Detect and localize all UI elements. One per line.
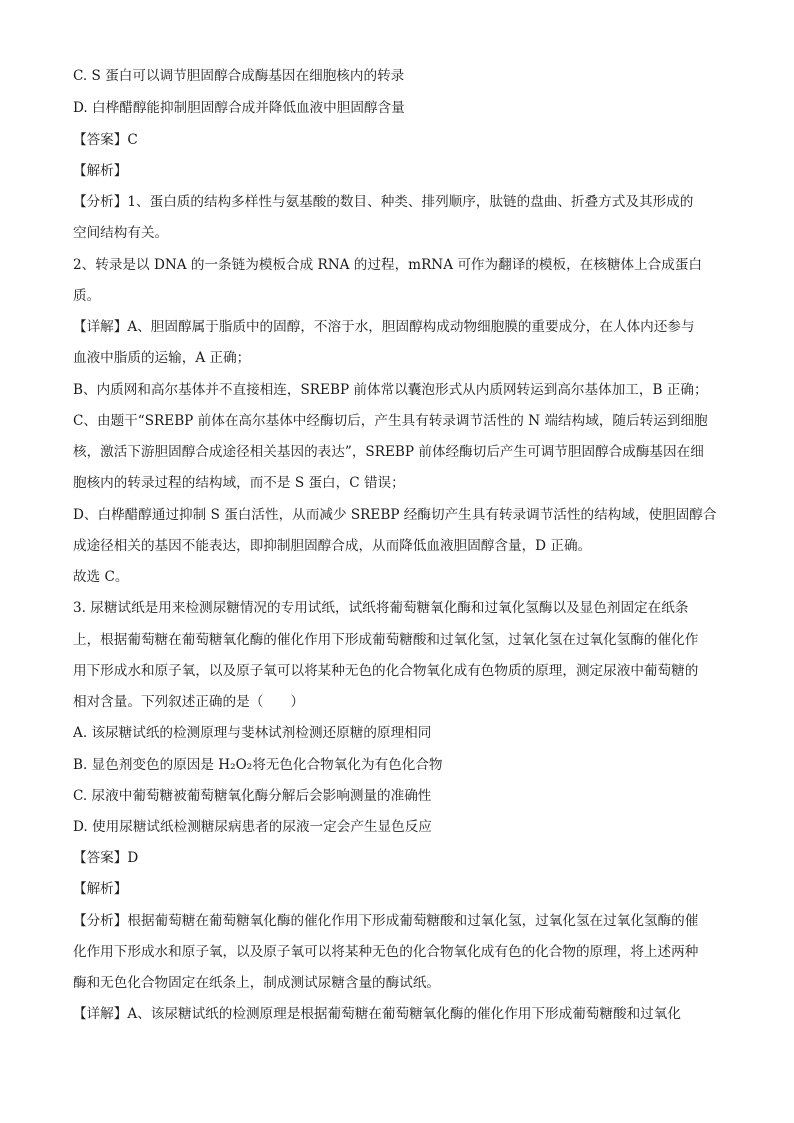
detail-paragraph-line: 血液中脂质的运输，A 正确； xyxy=(73,350,251,366)
option-d-text: D. 白桦醋醇能抑制胆固醇合成并降低血液中胆固醇含量 xyxy=(73,100,405,116)
analysis-heading: 【解析】 xyxy=(73,881,128,897)
detail-paragraph-line: 核，激活下游胆固醇合成途径相关基因的表达”，SREBP 前体经酶切后产生可调节胆固醇合成酶基因在细 xyxy=(73,444,704,460)
analysis-paragraph-line: 空间结构有关。 xyxy=(73,225,169,241)
analysis-heading: 【解析】 xyxy=(73,163,128,179)
analysis-paragraph-line: 2、转录是以 DNA 的一条链为模板合成 RNA 的过程，mRNA 可作为翻译的模板，在核糖体上合成蛋白 xyxy=(73,257,703,273)
analysis-paragraph-line: 【分析】1、蛋白质的结构多样性与氨基酸的数目、种类、排列顺序，肽链的盘曲、折叠方式及其形成的 xyxy=(73,194,694,210)
detail-paragraph-line: 【详解】A、该尿糖试纸的检测原理是根据葡萄糖在葡萄糖氧化酶的催化作用下形成葡萄糖酸和过氧化 xyxy=(73,1006,681,1022)
option-b-text: B. 显色剂变色的原因是 H₂O₂将无色化合物氧化为有色化合物 xyxy=(73,757,443,773)
answer-label: 【答案】D xyxy=(73,850,139,866)
question-3-stem-line: 相对含量。下列叙述正确的是（ ） xyxy=(73,694,305,710)
detail-paragraph-line: C、由题干“SREBP 前体在高尔基体中经酶切后，产生具有转录调节活性的 N 端结构域，随后转运到细胞 xyxy=(73,413,708,429)
detail-paragraph-line: B、内质网和高尔基体并不直接相连，SREBP 前体常以囊泡形式从内质网转运到高尔基体加工，B 正确； xyxy=(73,382,708,398)
detail-paragraph-line: 成途径相关的基因不能表达，即抑制胆固醇合成，从而降低血液胆固醇含量，D 正确。 xyxy=(73,538,592,554)
detail-paragraph-line: 胞核内的转录过程的结构域，而不是 S 蛋白，C 错误； xyxy=(73,475,405,491)
analysis-paragraph-line: 酶和无色化合物固定在纸条上，制成测试尿糖含量的酶试纸。 xyxy=(73,975,441,991)
option-d-text: D. 使用尿糖试纸检测糖尿病患者的尿液一定会产生显色反应 xyxy=(73,819,432,835)
detail-paragraph-line: 【详解】A、胆固醇属于脂质中的固醇，不溶于水，胆固醇构成动物细胞膜的重要成分，在人体内还参与 xyxy=(73,319,695,335)
analysis-paragraph-line: 【分析】根据葡萄糖在葡萄糖氧化酶的催化作用下形成葡萄糖酸和过氧化氢，过氧化氢在过氧化氢酶的催 xyxy=(73,913,699,929)
question-3-stem-line: 上，根据葡萄糖在葡萄糖氧化酶的催化作用下形成葡萄糖酸和过氧化氢，过氧化氢在过氧化氢酶的催化作 xyxy=(73,632,699,648)
choice-conclusion: 故选 C。 xyxy=(73,569,129,585)
answer-label: 【答案】C xyxy=(73,132,138,148)
detail-paragraph-line: D、白桦醋醇通过抑制 S 蛋白活性，从而减少 SREBP 经酶切产生具有转录调节活性的结构域，使胆固醇合 xyxy=(73,507,717,523)
analysis-paragraph-line: 质。 xyxy=(73,288,101,304)
option-a-text: A. 该尿糖试纸的检测原理与斐林试剂检测还原糖的原理相同 xyxy=(73,725,432,741)
question-3-stem-line: 用下形成水和原子氧，以及原子氧可以将某种无色的化合物氧化成有色物质的原理，测定尿液中葡萄糖的 xyxy=(73,663,699,679)
option-c-text: C. S 蛋白可以调节胆固醇合成酶基因在细胞核内的转录 xyxy=(73,68,405,84)
question-3-stem-line: 3. 尿糖试纸是用来检测尿糖情况的专用试纸，试纸将葡萄糖氧化酶和过氧化氢酶以及显色剂固定在纸条 xyxy=(73,600,689,616)
analysis-paragraph-line: 化作用下形成水和原子氧，以及原子氧可以将某种无色的化合物氧化成有色的化合物的原理，将上述两种 xyxy=(73,944,699,960)
option-c-text: C. 尿液中葡萄糖被葡萄糖氧化酶分解后会影响测量的准确性 xyxy=(73,788,432,804)
